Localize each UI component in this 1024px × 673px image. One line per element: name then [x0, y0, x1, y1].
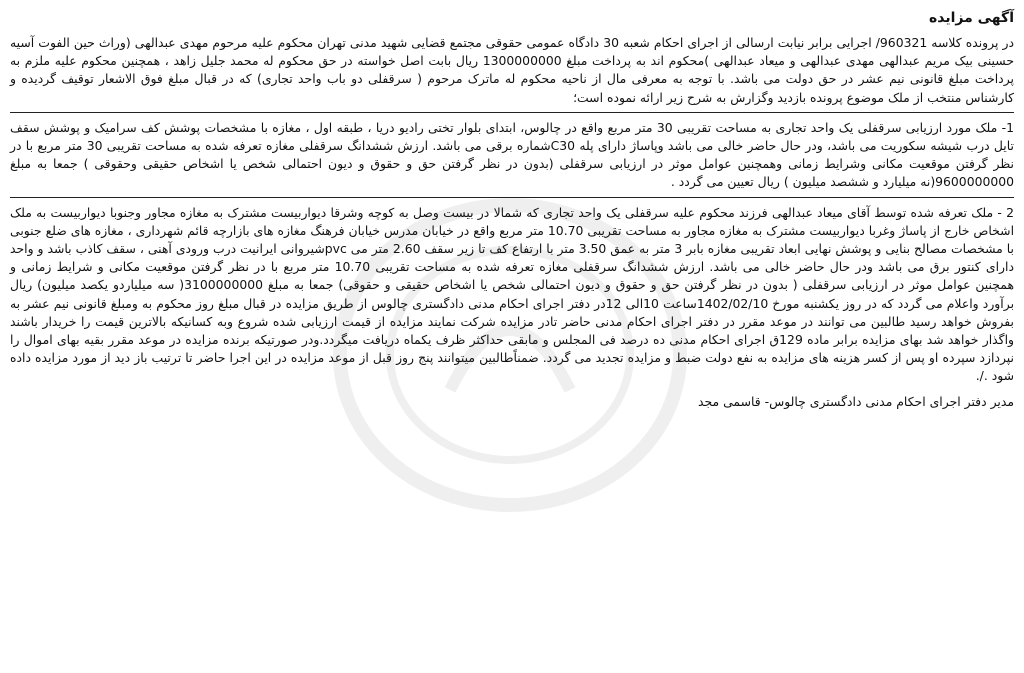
divider-line [10, 112, 1014, 113]
notice-item-1: 1- ملک مورد ارزیابی سرقفلی یک واحد تجاری به مساحت تقریبی 30 متر مربع واقع در چالوس، ابتدای بلوار تختی رادیو دریا ، طبقه اول ، مغازه با مشخصات پوشش کف سرامیک و پوشش سقف تایل درب شیشه سکوریت می باشد، ودر حال حاضر خالی می باشد وپاساژ دارای پله C30شماره برقی می باشد. ارزش ششدانگ سرقفلی مغازه تعرفه شده به مساحت تقریبی 30 متر مربع با در نظر گرفتن موقعیت مکانی وشرایط زمانی وهمچنین عوامل موثر در ارزیابی سرقفلی (بدون در نظر گرفتن حق و حقوق و دیون احتمالی شخص یا اشخاص حقیقی وحقوقی ) جمعا به مبلغ 9600000000(نه میلیارد و ششصد میلیون ) ریال تعیین می گردد . [10, 119, 1014, 190]
notice-item-2: 2 - ملک تعرفه شده توسط آقای میعاد عبدالهی فرزند محکوم علیه سرقفلی یک واحد تجاری که شمالا در بیست وصل به کوچه وشرقا دیواربیست مشترک به مغازه مجاور وجنوبا دیواربیست به ملک اشخاص خارج از پاساژ وغربا دیواربیست مشترک به مغازه مجاور به مساحت تقریبی 10.70 متر مربع واقع در خیابان مدرس خیابان فرهنگ مغازه های بازارچه قائم شهرداری ، مغازه های ضلع جنوبی با مشخصات مصالح بنایی و پوشش نهایی ابعاد تقریبی مغازه بابر 3 متر به عمق 3.50 متر با ارتفاع کف تا زیر سقف 2.60 متر می pvcشیروانی ایرانیت درب ورودی آهنی ، سقف کاذب باشد و واحد دارای کنتور برق می باشد ودر حال حاضر خالی می باشد. ارزش ششدانگ سرقفلی مغازه تعرفه شده به مساحت تقریبی 10.70 متر مربع با در نظر گرفتن موقعیت مکانی و شرایط زمانی و همچنین عوامل موثر در ارزیابی سرقفلی ( بدون در نظر گرفتن حق و حقوق و دیون احتمالی شخص یا اشخاص حقیقی و حقوقی) جمعا به مبلغ 3100000000( سه میلیاردو یکصد میلیون) ریال برآورد واعلام می گردد که در روز یکشنبه مورخ 1402/02/10ساعت 10الی 12در دفتر اجرای احکام مدنی دادگستری چالوس از طریق مزایده در قبال مبلغ روز محکوم به ومبلغ قانونی نیم عشر به بفروش خواهد رسید طالبین می توانند در موعد مقرر در دفتر اجرای احکام مدنی حاضر تادر مزایده شرکت نمایند مزایده از قیمت ارزیابی شده شروع وبه کسانیکه بالاترین قیمت را خریدار باشند واگذار خواهد شد بهای مزایده برابر ماده 129ق اجرای احکام مدنی ده درصد فی المجلس و مابقی حداکثر ظرف یکماه دریافت میگردد.ودر صورتیکه برنده مزایده در موعد مقرر بقیه بهای اموال را نپردازد سپرده او پس از کسر هزینه های مزایده به نفع دولت ضبط و مزایده تجدید می گردد. ضمناًطالبین میتوانند پنج روز قبل از موعد مزایده در این اجرا حاضر تا ترتیب باز دید از مورد مزایده داده شود ./. [10, 204, 1015, 384]
notice-title: آگهی مزایده [928, 10, 1014, 26]
notice-footer-signature: مدیر دفتر اجرای احکام مدنی دادگستری چالوس- قاسمی مجد [698, 393, 1014, 409]
divider-line [10, 197, 1014, 198]
notice-intro: در پرونده کلاسه 960321/ اجرایی برابر نیابت ارسالی از اجرای احکام شعبه 30 دادگاه عمومی حقوقی مجتمع قضایی شهید مدنی تهران محکوم علیه مرحوم مهدی عبدالهی (وراث حین الفوت آسیه حسینی بیک مریم عبدالهی مهدی عبدالهی و میعاد عبدالهی )محکوم اند به پرداخت مبلغ 1300000000 ریال بابت اصل خواسته در حق محکوم له محمد جلیل زاهد ، همچنین محکوم علیه ملزم به پرداخت مبلغ قانونی نیم عشر در حق دولت می باشد. با توجه به معرفی مال از ناحیه محکوم له ماترک مرحوم ( سرقفلی دو باب واحد تجاری) که در قبال مبلغ فوق الاشعار توقیف گردیده و کارشناس منتخب از ملک موضوع پرونده بازدید وگزارش به شرح زیر ارائه نموده است؛ [10, 35, 1015, 105]
